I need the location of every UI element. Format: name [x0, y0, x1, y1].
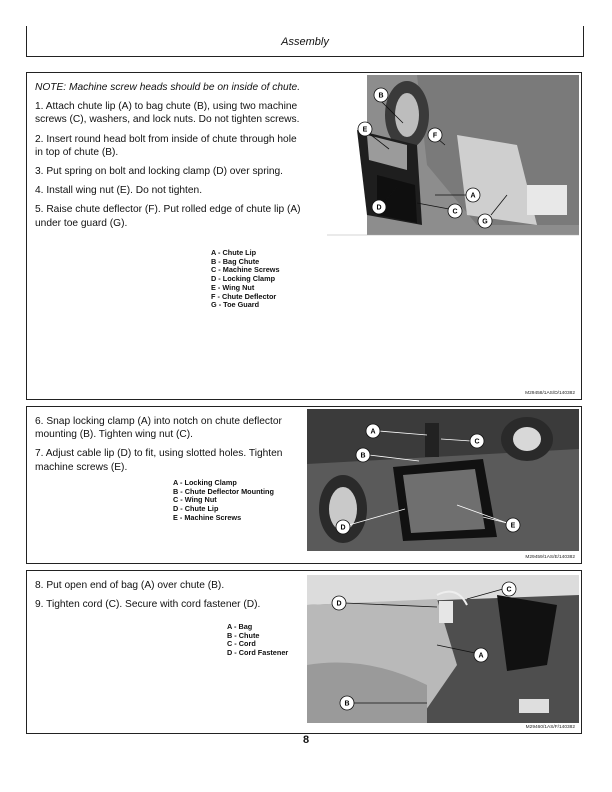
- callout-layer-3: [307, 575, 579, 723]
- legend-item: B - Bag Chute: [211, 256, 260, 266]
- callout-c: [467, 582, 516, 599]
- callout-label: D: [376, 204, 382, 212]
- callout-b: [374, 88, 403, 123]
- callout-b: [356, 448, 419, 462]
- legend-item: C - Wing Nut: [173, 495, 217, 505]
- instructions-8-9: [35, 579, 305, 617]
- callout-label: D: [340, 524, 346, 532]
- panel-step-6-7: [26, 406, 582, 564]
- callout-layer-2: [307, 409, 579, 551]
- step-5: 5. Raise chute deflector (F). Put rolled edge of chute lip (A) under toe guard (G).: [35, 204, 301, 229]
- legend-item: G - Toe Guard: [211, 300, 260, 310]
- legend-item: C - Machine Screws: [211, 265, 280, 275]
- callout-label: C: [452, 208, 458, 216]
- callout-label: E: [510, 522, 516, 530]
- step-4: 4. Install wing nut (E). Do not tighten.: [35, 185, 203, 197]
- legend-3: [227, 623, 288, 658]
- callout-layer-1: [307, 75, 579, 239]
- legend-item: E - Machine Screws: [173, 512, 242, 522]
- legend-item: D - Cord Fastener: [227, 648, 289, 658]
- figure-reference: M29460/1AS/F/140382: [525, 725, 575, 730]
- callout-label: C: [506, 586, 512, 594]
- callout-a: [437, 645, 488, 662]
- figure-locking-clamp: [307, 409, 579, 551]
- legend-item: A - Chute Lip: [211, 248, 257, 257]
- callout-a: [435, 188, 480, 202]
- callout-label: E: [362, 126, 368, 134]
- legend-item: D - Locking Clamp: [211, 274, 276, 284]
- figure-bag-on-chute: [307, 575, 579, 723]
- step-7: 7. Adjust cable lip (D) to fit, using slotted holes. Tighten machine screws (E).: [35, 448, 283, 473]
- callout-g: [478, 195, 507, 228]
- legend-item: F - Chute Deflector: [211, 291, 277, 301]
- figure-bag-chute-attach: [307, 75, 579, 239]
- callout-a: [366, 424, 427, 438]
- callout-label: B: [344, 700, 350, 708]
- callout-b: [340, 696, 427, 710]
- callout-c: [441, 434, 484, 448]
- legend-item: E - Wing Nut: [211, 282, 255, 292]
- instructions-6-7: [35, 415, 305, 480]
- header-frame: [26, 26, 584, 57]
- legend-item: B - Chute Deflector Mounting: [173, 486, 274, 496]
- callout-label: F: [432, 132, 438, 140]
- panel-step-1-5: [26, 72, 582, 400]
- callout-d: [372, 187, 397, 214]
- legend-2: [173, 479, 274, 523]
- callout-d: [336, 509, 405, 534]
- note-text: NOTE: Machine screw heads should be on inside of chute.: [35, 82, 301, 93]
- step-8: 8. Put open end of bag (A) over chute (B).: [35, 580, 225, 591]
- step-6: 6. Snap locking clamp (A) into notch on chute deflector mounting (B). Tighten wing nut (C).: [35, 416, 282, 441]
- section-title: Assembly: [281, 36, 329, 48]
- legend-1: [211, 249, 280, 310]
- step-2: 2. Insert round head bolt from inside of chute through hole in top of chute (B).: [35, 133, 297, 158]
- page-number: 8: [302, 734, 310, 746]
- callout-f: [428, 128, 445, 145]
- callout-label: A: [470, 192, 476, 200]
- legend-item: B - Chute: [227, 630, 260, 640]
- callout-label: A: [478, 652, 484, 660]
- figure-reference: M29458/1AS/D/140382: [525, 391, 575, 396]
- legend-item: C - Cord: [227, 639, 256, 649]
- legend-item: D - Chute Lip: [173, 504, 219, 514]
- instructions-1-5: [35, 81, 305, 236]
- step-9: 9. Tighten cord (C). Secure with cord fastener (D).: [35, 599, 261, 611]
- legend-item: A - Locking Clamp: [173, 478, 237, 487]
- callout-d: [332, 596, 437, 610]
- callout-label: C: [474, 438, 480, 446]
- callout-label: D: [336, 600, 342, 608]
- callout-label: B: [378, 92, 384, 100]
- callout-e: [457, 505, 520, 532]
- step-1: 1. Attach chute lip (A) to bag chute (B), using two machine screws (C), washers, and lock nuts. Do not tighten screws.: [35, 101, 300, 126]
- figure-reference: M29459/1AS/E/140382: [525, 555, 575, 560]
- legend-item: A - Bag: [227, 622, 253, 631]
- panel-step-8-9: [26, 570, 582, 734]
- callout-e: [358, 122, 389, 149]
- callout-c: [417, 203, 462, 218]
- callout-label: B: [360, 452, 366, 460]
- callout-label: G: [482, 218, 488, 226]
- callout-label: A: [370, 428, 376, 436]
- step-3: 3. Put spring on bolt and locking clamp (D) over spring.: [35, 166, 284, 178]
